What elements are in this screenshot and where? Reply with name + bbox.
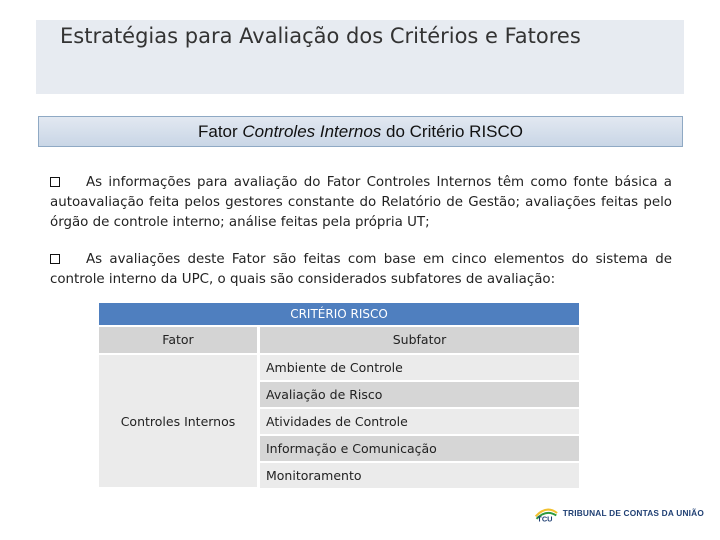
column-header-subfator: Subfator <box>260 327 579 353</box>
table-header: CRITÉRIO RISCO <box>99 303 579 325</box>
logo-name: TRIBUNAL DE CONTAS DA UNIÃO <box>562 508 704 518</box>
column-header-fator: Fator <box>99 327 257 353</box>
paragraph-2-text: As avaliações deste Fator são feitas com base em cinco elementos do sistema de controle interno da UPC, o quais são considerados subfatores de avaliação: <box>50 252 672 287</box>
logo-mark: TCU <box>537 514 553 524</box>
subtitle-italic: Controles Internos <box>242 122 382 141</box>
slide-title: Estratégias para Avaliação dos Critérios e Fatores <box>60 24 581 48</box>
paragraph-1-text: As informações para avaliação do Fator Controles Internos têm como fonte básica a autoavaliação feita pelos gestores constante do Relatório de Gestão; avaliações feitas pelo órgão de controle interno; análise feitas pela própria UT; <box>50 175 672 230</box>
subtitle-box <box>38 116 683 147</box>
tcu-logo-icon <box>534 501 559 525</box>
fator-cell <box>99 355 257 487</box>
paragraph-2 <box>50 250 672 290</box>
checkbox-bullet-icon <box>50 177 60 187</box>
subtitle-prefix: Fator <box>197 122 243 141</box>
subfator-row: Informação e Comunicação <box>260 436 579 461</box>
subfator-row: Avaliação de Risco <box>260 382 579 407</box>
fator-cell-text: Controles Internos <box>120 413 236 429</box>
checkbox-bullet-icon <box>50 254 60 264</box>
tcu-logo <box>534 500 704 526</box>
paragraph-1 <box>50 173 672 233</box>
subfator-row: Atividades de Controle <box>260 409 579 434</box>
subfator-row: Ambiente de Controle <box>260 355 579 380</box>
subfator-row: Monitoramento <box>260 463 579 488</box>
subtitle-suffix: do Critério RISCO <box>381 122 523 141</box>
